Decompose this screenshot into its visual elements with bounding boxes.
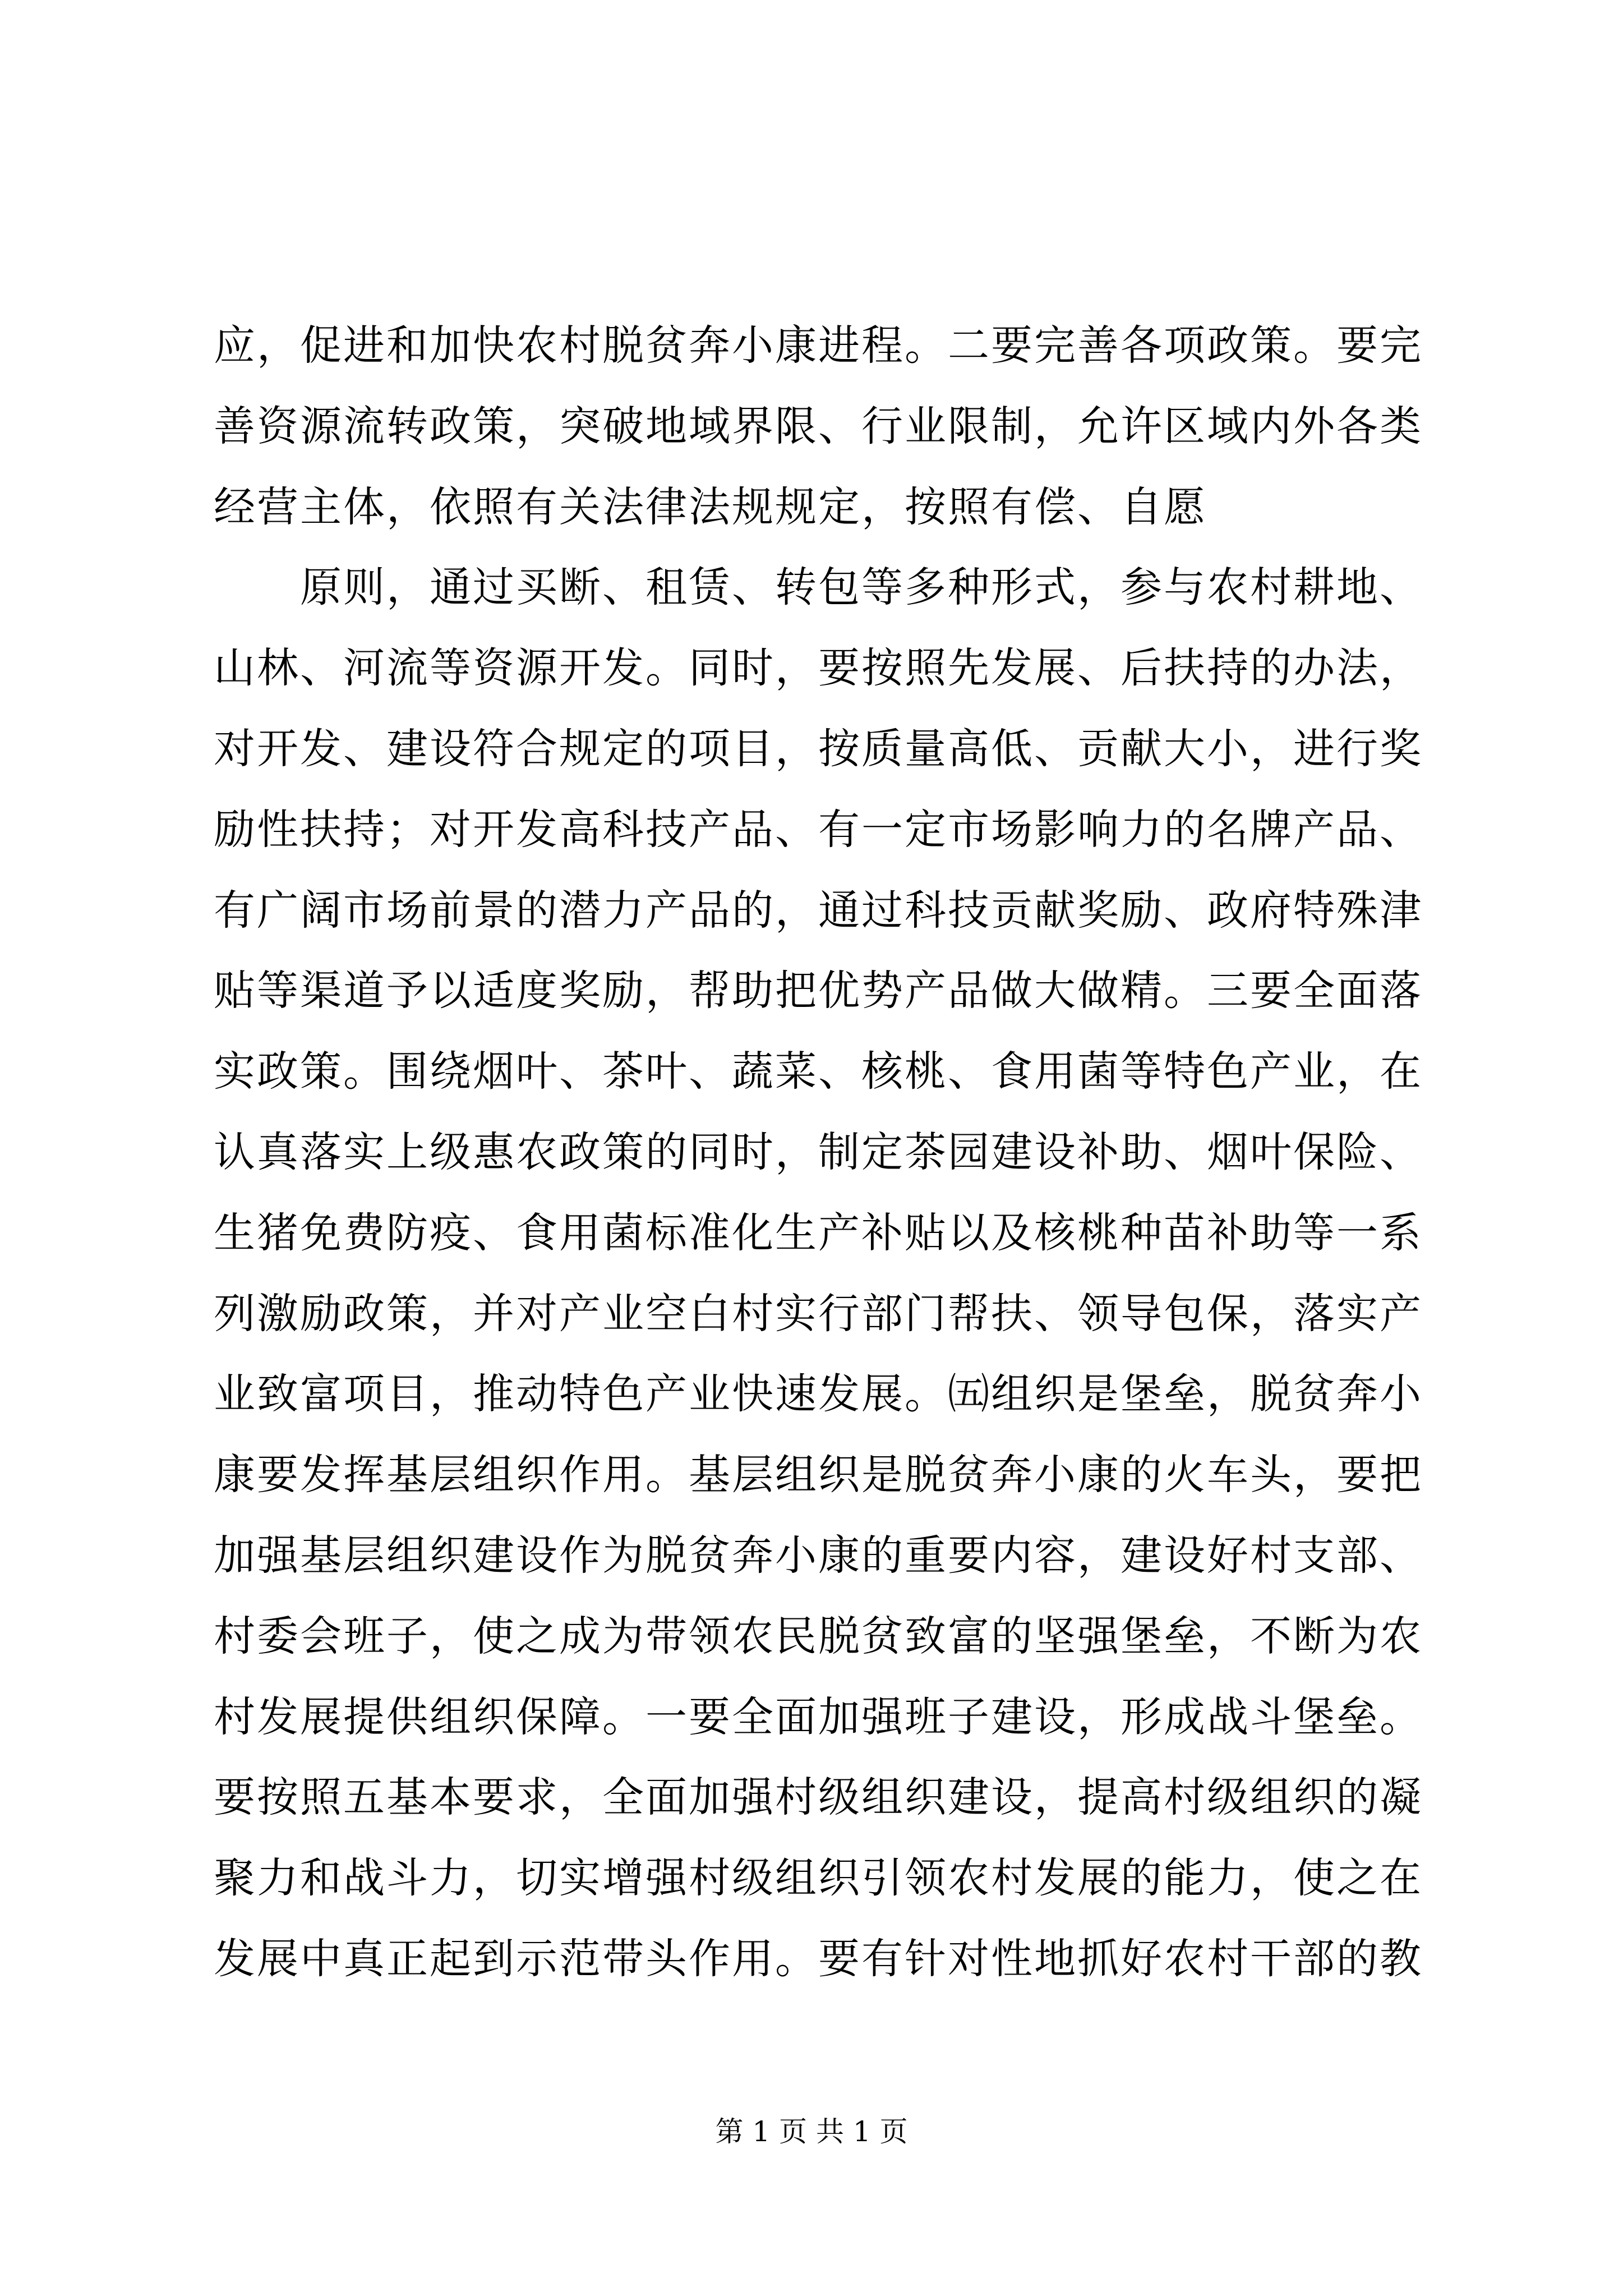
text-line: 要按照五基本要求，全面加强村级组织建设，提高村级组织的凝 [214, 1773, 1423, 1822]
text-line: 山林、河流等资源开发。同时，要按照先发展、后扶持的办法， [214, 644, 1423, 693]
text-line: 村发展提供组织保障。一要全面加强班子建设，形成战斗堡垒。 [214, 1692, 1423, 1741]
text-line: 认真落实上级惠农政策的同时，制定茶园建设补助、烟叶保险、 [214, 1128, 1423, 1176]
text-line: 励性扶持；对开发高科技产品、有一定市场影响力的名牌产品、 [214, 805, 1423, 854]
text-line: 应，促进和加快农村脱贫奔小康进程。二要完善各项政策。要完 [214, 321, 1423, 370]
text-line: 原则，通过买断、租赁、转包等多种形式，参与农村耕地、 [214, 563, 1423, 612]
text-line: 善资源流转政策，突破地域界限、行业限制，允许区域内外各类 [214, 402, 1423, 450]
text-line: 业致富项目，推动特色产业快速发展。㈤组织是堡垒，脱贫奔小 [214, 1370, 1423, 1419]
page-footer: 第 1 页 共 1 页 [715, 2115, 908, 2148]
text-line: 发展中真正起到示范带头作用。要有针对性地抓好农村干部的教 [214, 1934, 1423, 1983]
text-line: 贴等渠道予以适度奖励，帮助把优势产品做大做精。三要全面落 [214, 967, 1423, 1015]
text-line: 有广阔市场前景的潜力产品的，通过科技贡献奖励、政府特殊津 [214, 886, 1423, 935]
body-text [214, 306, 1423, 2000]
text-line: 实政策。围绕烟叶、茶叶、蔬菜、核桃、食用菌等特色产业，在 [214, 1047, 1423, 1096]
text-line: 聚力和战斗力，切实增强村级组织引领农村发展的能力，使之在 [214, 1854, 1423, 1903]
text-line: 生猪免费防疫、食用菌标准化生产补贴以及核桃种苗补助等一系 [214, 1208, 1423, 1257]
text-line: 经营主体，依照有关法律法规规定，按照有偿、自愿 [214, 482, 1207, 531]
text-line: 加强基层组织建设作为脱贫奔小康的重要内容，建设好村支部、 [214, 1531, 1423, 1580]
text-line: 村委会班子，使之成为带领农民脱贫致富的坚强堡垒，不断为农 [214, 1612, 1423, 1660]
text-line: 康要发挥基层组织作用。基层组织是脱贫奔小康的火车头，要把 [214, 1451, 1423, 1499]
text-line: 列激励政策，并对产业空白村实行部门帮扶、领导包保，落实产 [214, 1289, 1423, 1338]
text-line: 对开发、建设符合规定的项目，按质量高低、贡献大小，进行奖 [214, 724, 1423, 773]
